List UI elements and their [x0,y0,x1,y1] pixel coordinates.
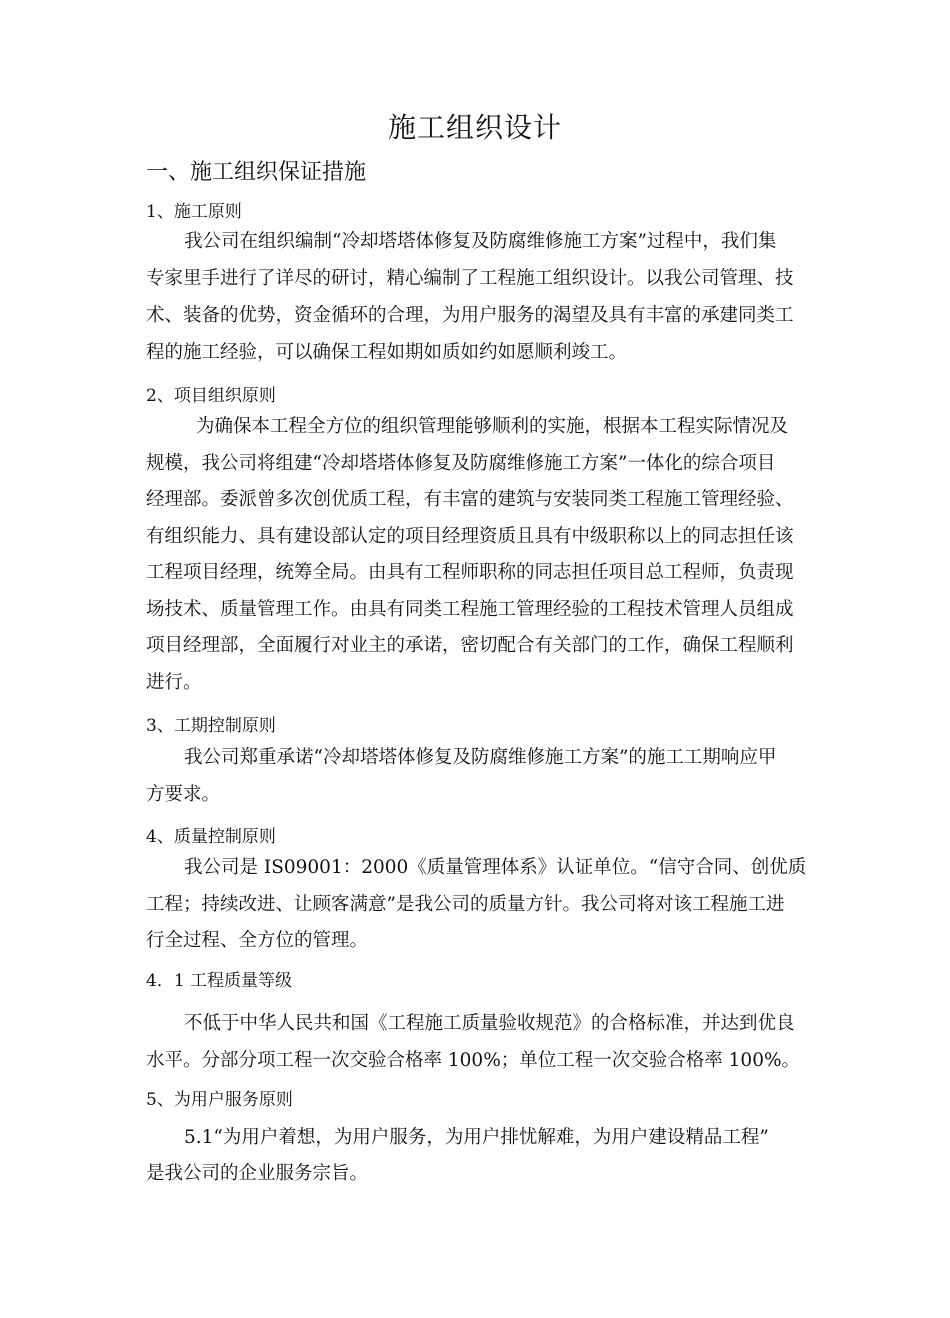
paragraph-line: 行全过程、全方位的管理。 [146,930,369,951]
subsection-heading: 2、项目组织原则 [146,386,276,406]
subsection-heading: 4．1 工程质量等级 [146,971,293,991]
paragraph-line: 为确保本工程全方位的组织管理能够顺利的实施，根据本工程实际情况及 [196,416,789,437]
paragraph-line: 项目经理部，全面履行对业主的承诺，密切配合有关部门的工作，确保工程顺利 [146,635,794,656]
paragraph-line: 程的施工经验，可以确保工程如期如质如约如愿顺利竣工。 [146,342,628,363]
subsection-heading: 5、为用户服务原则 [146,1090,293,1110]
paragraph-line: 是我公司的企业服务宗旨。 [146,1163,369,1184]
paragraph-line: 不低于中华人民共和国《工程施工质量验收规范》的合格标准，并达到优良 [184,1013,795,1034]
paragraph-line: 我公司郑重承诺“冷却塔塔体修复及防腐维修施工方案”的施工工期响应甲 [184,747,777,768]
paragraph-line: 规模，我公司将组建“冷却塔塔体修复及防腐维修施工方案”一体化的综合项目 [146,453,776,474]
subsection-heading: 4、质量控制原则 [146,827,276,847]
paragraph-line: 术、装备的优势，资金循环的合理，为用户服务的渴望及具有丰富的承建同类工 [146,305,794,326]
paragraph-line: 进行。 [146,672,202,693]
paragraph-line: 有组织能力、具有建设部认定的项目经理资质且具有中级职称以上的同志担任该 [146,526,794,547]
section-heading: 一、施工组织保证措施 [146,160,367,185]
document-title: 施工组织设计 [387,111,562,144]
paragraph-line: 经理部。委派曾多次创优质工程，有丰富的建筑与安装同类工程施工管理经验、 [146,489,794,510]
paragraph-line: 专家里手进行了详尽的研讨，精心编制了工程施工组织设计。以我公司管理、技 [146,268,794,289]
paragraph-line: 5.1“为用户着想，为用户服务，为用户排忧解难，为用户建设精品工程” [184,1127,769,1148]
paragraph-line: 工程；持续改进、让顾客满意”是我公司的质量方针。我公司将对该工程施工进 [146,894,785,915]
paragraph-line: 水平。分部分项工程一次交验合格率 100%；单位工程一次交验合格率 100%。 [146,1050,801,1071]
paragraph-line: 工程项目经理，统筹全局。由具有工程师职称的同志担任项目总工程师，负责现 [146,562,794,583]
paragraph-line: 场技术、质量管理工作。由具有同类工程施工管理经验的工程技术管理人员组成 [146,599,794,620]
paragraph-line: 我公司在组织编制“冷却塔塔体修复及防腐维修施工方案”过程中，我们集 [184,231,777,252]
subsection-heading: 3、工期控制原则 [146,716,276,736]
paragraph-line: 我公司是 IS09001：2000《质量管理体系》认证单位。“信守合同、创优质 [184,857,807,878]
subsection-heading: 1、施工原则 [146,202,242,222]
paragraph-line: 方要求。 [146,784,221,805]
